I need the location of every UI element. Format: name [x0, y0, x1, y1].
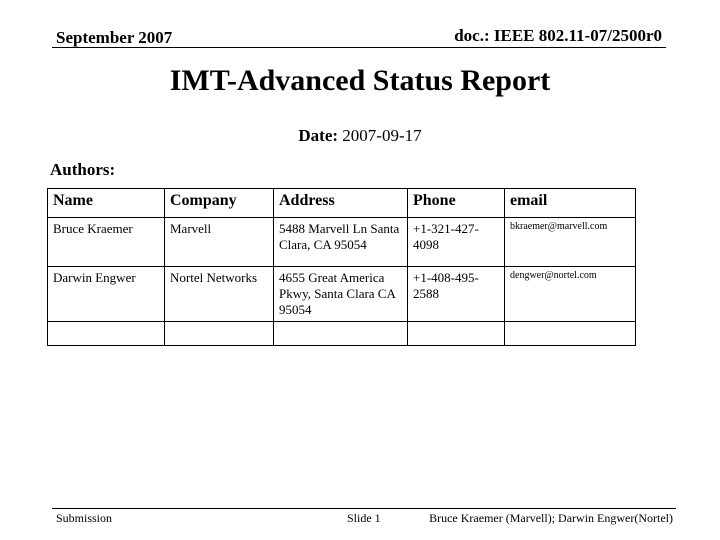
authors-label: Authors: [50, 160, 116, 179]
date-line [0, 126, 720, 146]
document-id: doc.: IEEE 802.11-07/2500r0 [454, 26, 662, 45]
author-company: Nortel Networks [165, 267, 274, 322]
author-name: Bruce Kraemer [48, 218, 165, 267]
header-date: September 2007 [56, 28, 173, 47]
column-header-name: Name [48, 189, 165, 218]
table-row [48, 267, 636, 322]
author-email: dengwer@nortel.com [505, 267, 636, 322]
column-header-company: Company [165, 189, 274, 218]
author-address: 4655 Great America Pkwy, Santa Clara CA 95054 [274, 267, 408, 322]
footer-divider [52, 508, 676, 509]
author-phone: +1-321-427-4098 [408, 218, 505, 267]
author-address: 5488 Marvell Ln Santa Clara, CA 95054 [274, 218, 408, 267]
empty-cell [274, 322, 408, 346]
empty-cell [48, 322, 165, 346]
footer-submission: Submission [56, 511, 113, 525]
author-email: bkraemer@marvell.com [505, 218, 636, 267]
authors-table [47, 188, 636, 346]
slide-title: IMT-Advanced Status Report [169, 64, 551, 97]
author-phone: +1-408-495-2588 [408, 267, 505, 322]
table-row-empty [48, 322, 636, 346]
empty-cell [505, 322, 636, 346]
column-header-email: email [505, 189, 636, 218]
footer-authors: Bruce Kraemer (Marvell); Darwin Engwer(Nortel) [429, 511, 673, 525]
empty-cell [165, 322, 274, 346]
author-company: Marvell [165, 218, 274, 267]
column-header-phone: Phone [408, 189, 505, 218]
header-divider [52, 47, 666, 48]
date-value: 2007-09-17 [342, 126, 422, 145]
empty-cell [408, 322, 505, 346]
table-row [48, 218, 636, 267]
column-header-address: Address [274, 189, 408, 218]
author-name: Darwin Engwer [48, 267, 165, 322]
table-header-row [48, 189, 636, 218]
footer-slide-number: Slide 1 [347, 511, 381, 525]
date-label: Date: [298, 126, 339, 145]
